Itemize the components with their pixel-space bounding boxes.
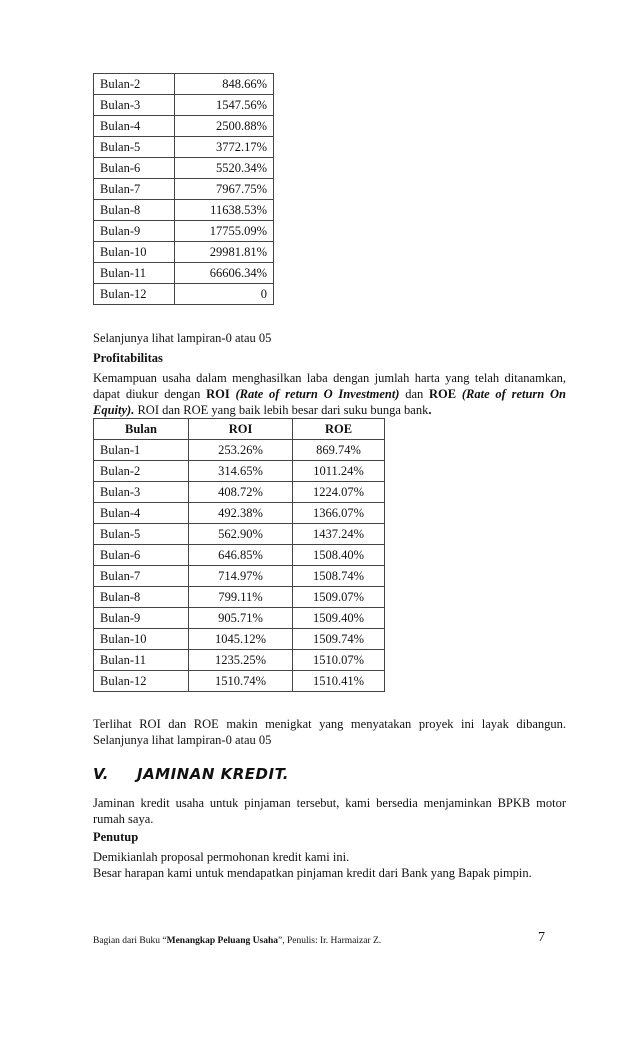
para2-text-d: dan xyxy=(399,387,430,401)
roi-roe-row xyxy=(94,650,385,671)
month-cell: Bulan-4 xyxy=(94,503,189,524)
roi-roe-header-row xyxy=(94,419,385,440)
growth-value-cell: 3772.17% xyxy=(175,137,274,158)
footer-suffix: ”, Penulis: Ir. Harmaizar Z. xyxy=(278,936,382,946)
month-cell: Bulan-3 xyxy=(94,482,189,503)
roe-cell: 1366.07% xyxy=(293,503,385,524)
growth-table-row xyxy=(94,74,274,95)
roi-roe-row xyxy=(94,545,385,566)
growth-table-body xyxy=(94,74,274,305)
page-number: 7 xyxy=(538,930,545,945)
month-cell: Bulan-5 xyxy=(94,137,175,158)
month-cell: Bulan-1 xyxy=(94,440,189,461)
month-cell: Bulan-7 xyxy=(94,566,189,587)
growth-table-row xyxy=(94,200,274,221)
roe-cell: 1510.07% xyxy=(293,650,385,671)
growth-table xyxy=(93,73,274,305)
section-v-number: V. xyxy=(93,765,109,783)
month-cell: Bulan-10 xyxy=(94,629,189,650)
roe-cell: 1011.24% xyxy=(293,461,385,482)
month-cell: Bulan-11 xyxy=(94,650,189,671)
month-cell: Bulan-9 xyxy=(94,221,175,242)
para2-text-a: Kemampuan usaha dalam menghasilkan laba dengan jumlah harta yang telah ditanamkan, dapat diukur dengan xyxy=(93,371,566,401)
growth-value-cell: 848.66% xyxy=(175,74,274,95)
month-cell: Bulan-10 xyxy=(94,242,175,263)
footer-prefix: Bagian dari Buku “ xyxy=(93,936,167,946)
heading-profitabilitas: Profitabilitas xyxy=(93,351,163,365)
growth-table-row xyxy=(94,284,274,305)
page-footer xyxy=(93,936,553,946)
month-cell: Bulan-6 xyxy=(94,158,175,179)
month-cell: Bulan-5 xyxy=(94,524,189,545)
roe-cell: 1508.74% xyxy=(293,566,385,587)
month-cell: Bulan-9 xyxy=(94,608,189,629)
roi-roe-row xyxy=(94,482,385,503)
header-roi: ROI xyxy=(189,419,293,440)
closing-line-1: Demikianlah proposal permohonan kredit kami ini. xyxy=(93,850,350,864)
roi-cell: 314.65% xyxy=(189,461,293,482)
growth-value-cell: 0 xyxy=(175,284,274,305)
roi-roe-row xyxy=(94,608,385,629)
roi-roe-table-body xyxy=(94,440,385,692)
month-cell: Bulan-2 xyxy=(94,461,189,482)
growth-value-cell: 1547.56% xyxy=(175,95,274,116)
growth-value-cell: 7967.75% xyxy=(175,179,274,200)
month-cell: Bulan-8 xyxy=(94,200,175,221)
roe-cell: 1509.40% xyxy=(293,608,385,629)
roi-roe-row xyxy=(94,461,385,482)
month-cell: Bulan-6 xyxy=(94,545,189,566)
month-cell: Bulan-4 xyxy=(94,116,175,137)
roi-term: ROI xyxy=(206,387,230,401)
roi-roe-row xyxy=(94,629,385,650)
growth-value-cell: 17755.09% xyxy=(175,221,274,242)
roe-cell: 1224.07% xyxy=(293,482,385,503)
growth-table-row xyxy=(94,242,274,263)
roi-cell: 646.85% xyxy=(189,545,293,566)
roi-cell: 1510.74% xyxy=(189,671,293,692)
growth-table-row xyxy=(94,137,274,158)
roe-cell: 869.74% xyxy=(293,440,385,461)
roi-cell: 408.72% xyxy=(189,482,293,503)
section-v-title: JAMINAN KREDIT. xyxy=(136,765,289,783)
roi-roe-row xyxy=(94,440,385,461)
profitability-paragraph xyxy=(93,370,566,418)
roe-cell: 1437.24% xyxy=(293,524,385,545)
header-bulan: Bulan xyxy=(94,419,189,440)
growth-value-cell: 2500.88% xyxy=(175,116,274,137)
month-cell: Bulan-7 xyxy=(94,179,175,200)
para2-text-g: ROI dan ROE yang baik lebih besar dari suku bunga bank xyxy=(134,403,429,417)
closing-paragraph xyxy=(93,849,566,881)
roi-roe-row xyxy=(94,587,385,608)
footer-book-title: Menangkap Peluang Usaha xyxy=(166,936,278,946)
roi-cell: 905.71% xyxy=(189,608,293,629)
roi-roe-row xyxy=(94,503,385,524)
collateral-paragraph: Jaminan kredit usaha untuk pinjaman tersebut, kami bersedia menjaminkan BPKB motor rumah saya. xyxy=(93,796,566,826)
roi-roe-table xyxy=(93,418,385,692)
roi-cell: 1235.25% xyxy=(189,650,293,671)
roe-cell: 1508.40% xyxy=(293,545,385,566)
month-cell: Bulan-2 xyxy=(94,74,175,95)
heading-penutup: Penutup xyxy=(93,830,139,844)
growth-table-row xyxy=(94,179,274,200)
section-v-heading xyxy=(93,765,289,783)
month-cell: Bulan-12 xyxy=(94,671,189,692)
month-cell: Bulan-12 xyxy=(94,284,175,305)
growth-table-row xyxy=(94,95,274,116)
month-cell: Bulan-8 xyxy=(94,587,189,608)
month-cell: Bulan-3 xyxy=(94,95,175,116)
roi-roe-row xyxy=(94,671,385,692)
roi-cell: 253.26% xyxy=(189,440,293,461)
roi-cell: 492.38% xyxy=(189,503,293,524)
growth-table-row xyxy=(94,116,274,137)
roi-cell: 562.90% xyxy=(189,524,293,545)
roe-cell: 1509.07% xyxy=(293,587,385,608)
growth-table-row xyxy=(94,158,274,179)
roi-cell: 799.11% xyxy=(189,587,293,608)
growth-value-cell: 11638.53% xyxy=(175,200,274,221)
roi-cell: 1045.12% xyxy=(189,629,293,650)
roe-cell: 1510.41% xyxy=(293,671,385,692)
reference-note-1: Selanjunya lihat lampiran-0 atau 05 xyxy=(93,331,272,345)
closing-line-2: Besar harapan kami untuk mendapatkan pinjaman kredit dari Bank yang Bapak pimpin. xyxy=(93,866,532,880)
roe-definition: (Rate of return On Equity). xyxy=(93,387,566,417)
growth-value-cell: 66606.34% xyxy=(175,263,274,284)
growth-table-row xyxy=(94,263,274,284)
roe-cell: 1509.74% xyxy=(293,629,385,650)
roi-cell: 714.97% xyxy=(189,566,293,587)
para2-period: . xyxy=(428,403,432,417)
growth-table-row xyxy=(94,221,274,242)
growth-value-cell: 5520.34% xyxy=(175,158,274,179)
roi-roe-row xyxy=(94,524,385,545)
roi-roe-row xyxy=(94,566,385,587)
header-roe: ROE xyxy=(293,419,385,440)
month-cell: Bulan-11 xyxy=(94,263,175,284)
conclusion-paragraph: Terlihat ROI dan ROE makin menigkat yang menyatakan proyek ini layak dibangun. Selanjunya lihat lampiran-0 atau 05 xyxy=(93,717,566,747)
roe-term: ROE xyxy=(429,387,457,401)
growth-value-cell: 29981.81% xyxy=(175,242,274,263)
roi-definition: (Rate of return O Investment) xyxy=(235,387,400,401)
